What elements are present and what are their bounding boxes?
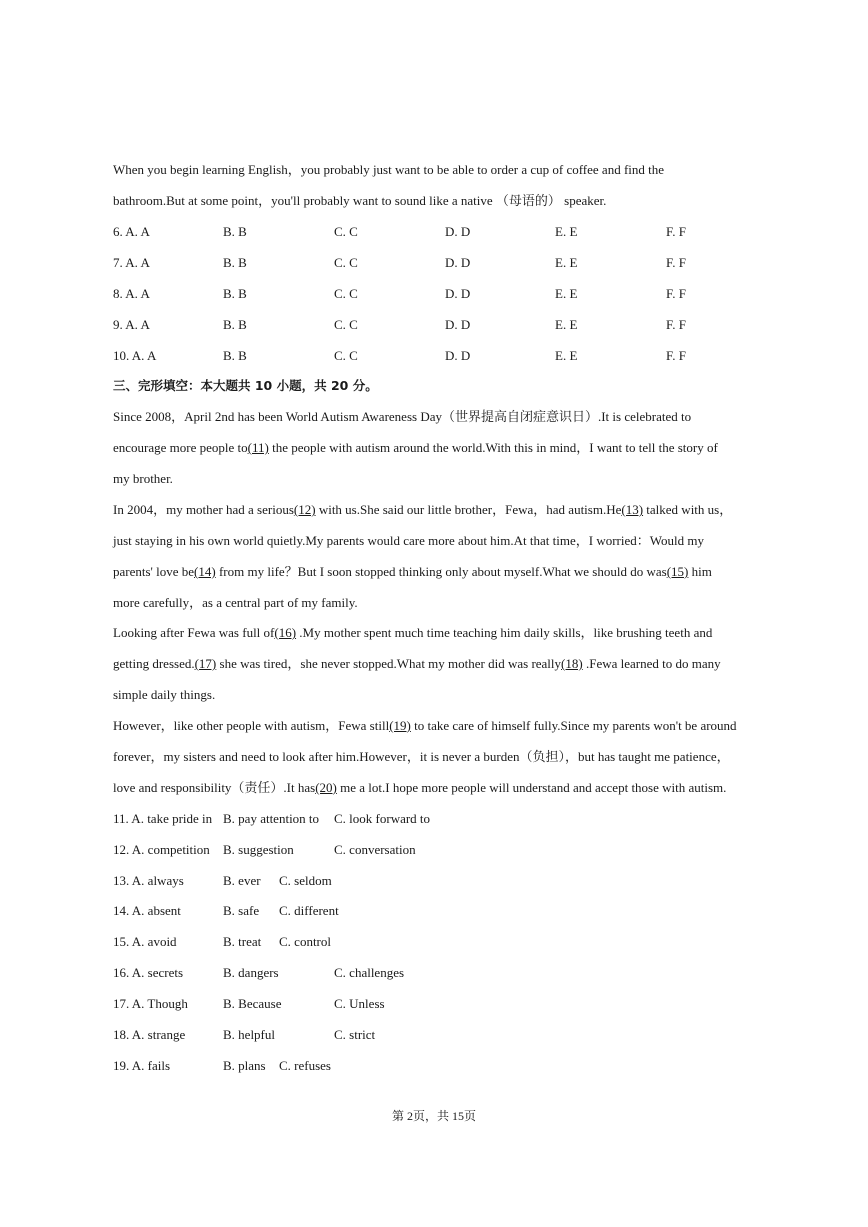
passage-text: me a lot.I hope more people will understand and accept those with autism. (336, 780, 727, 795)
passage-text: In 2004，my mother had a serious (113, 502, 294, 517)
option-c: C. seldom (279, 873, 332, 888)
option-c: C. C (334, 348, 358, 363)
option-a: 14. A. absent (113, 903, 181, 918)
passage-line: Since 2008，April 2nd has been World Autism Awareness Day（世界提高自闭症意识日）.It is celebrated to (113, 409, 692, 424)
option-a: 18. A. strange (113, 1027, 186, 1042)
matching-number: 7. A. A (113, 255, 150, 270)
passage-line: simple daily things. (113, 687, 216, 702)
matching-number: 10. A. A (113, 348, 157, 363)
option-e: E. E (555, 286, 578, 301)
option-b: B. B (223, 348, 247, 363)
option-b: B. B (223, 286, 247, 301)
passage-line (113, 718, 763, 734)
passage-line: more carefully，as a central part of my family. (113, 595, 358, 610)
blank-14: (14) (194, 564, 216, 579)
section-heading: 三、完形填空：本大题共 10 小题，共 20 分。 (113, 378, 378, 393)
option-b: B. B (223, 317, 247, 332)
option-a: 12. A. competition (113, 842, 210, 857)
passage-text: However，like other people with autism，Fewa still (113, 718, 390, 733)
passage-line (113, 656, 763, 672)
option-d: D. D (445, 348, 471, 363)
blank-20: (20) (315, 780, 337, 795)
option-b: B. safe (223, 903, 260, 918)
blank-11: (11) (247, 440, 269, 455)
option-e: E. E (555, 348, 578, 363)
option-c: C. control (279, 934, 331, 949)
passage-line (113, 502, 763, 518)
option-b: B. helpful (223, 1027, 275, 1042)
passage-text: parents' love be (113, 564, 195, 579)
matching-number: 6. A. A (113, 224, 150, 239)
option-d: D. D (445, 224, 471, 239)
option-e: E. E (555, 255, 578, 270)
passage-line (113, 440, 763, 456)
blank-15: (15) (666, 564, 689, 579)
blank-16: (16) (274, 625, 297, 640)
option-c: C. C (334, 286, 358, 301)
passage-text: him (688, 564, 712, 579)
passage-text: to take care of himself fully.Since my parents won't be around (410, 718, 737, 733)
option-d: D. D (445, 255, 471, 270)
option-c: C. C (334, 255, 358, 270)
option-f: F. F (666, 255, 686, 270)
option-d: D. D (445, 317, 471, 332)
option-c: C. challenges (334, 965, 405, 980)
intro-line-1: When you begin learning English，you probably just want to be able to order a cup of coffee and find the (113, 162, 665, 177)
option-c: C. look forward to (334, 811, 431, 826)
option-b: B. dangers (223, 965, 279, 980)
option-c: C. conversation (334, 842, 416, 857)
option-a: 13. A. always (113, 873, 184, 888)
intro-line-2: bathroom.But at some point，you'll probably want to sound like a native （母语的） speaker. (113, 193, 607, 208)
passage-text: getting dressed. (113, 656, 195, 671)
option-b: B. suggestion (223, 842, 294, 857)
option-a: 16. A. secrets (113, 965, 184, 980)
option-f: F. F (666, 224, 686, 239)
passage-text: Looking after Fewa was full of (113, 625, 275, 640)
option-b: B. treat (223, 934, 262, 949)
matching-number: 8. A. A (113, 286, 150, 301)
passage-line: my brother. (113, 471, 173, 486)
option-a: 15. A. avoid (113, 934, 177, 949)
option-c: C. C (334, 224, 358, 239)
option-b: B. plans (223, 1058, 266, 1073)
option-b: B. ever (223, 873, 261, 888)
option-b: B. Because (223, 996, 282, 1011)
passage-line (113, 625, 763, 641)
blank-17: (17) (194, 656, 217, 671)
option-f: F. F (666, 348, 686, 363)
option-c: C. C (334, 317, 358, 332)
passage-text: .My mother spent much time teaching him daily skills，like brushing teeth and (296, 625, 713, 640)
option-c: C. Unless (334, 996, 385, 1011)
option-a: 19. A. fails (113, 1058, 171, 1073)
passage-text: talked with us， (643, 502, 733, 517)
option-a: 17. A. Though (113, 996, 188, 1011)
option-c: C. refuses (279, 1058, 331, 1073)
blank-12: (12) (293, 502, 316, 517)
blank-19: (19) (389, 718, 411, 733)
passage-text: .Fewa learned to do many (582, 656, 721, 671)
blank-18: (18) (561, 656, 583, 671)
option-f: F. F (666, 286, 686, 301)
passage-text: from my life？But I soon stopped thinking only about myself.What we should do was (215, 564, 667, 579)
passage-line: just staying in his own world quietly.My parents would care more about him.At that time，I worried：Would my (113, 533, 704, 548)
option-a: 11. A. take pride in (113, 811, 213, 826)
passage-text: encourage more people to (113, 440, 248, 455)
passage-text: with us.She said our little brother，Fewa，had autism.He (315, 502, 622, 517)
option-e: E. E (555, 317, 578, 332)
option-c: C. strict (334, 1027, 376, 1042)
option-d: D. D (445, 286, 471, 301)
matching-number: 9. A. A (113, 317, 150, 332)
passage-text: love and responsibility（责任）.It has (113, 780, 316, 795)
passage-line (113, 780, 763, 796)
option-b: B. pay attention to (223, 811, 320, 826)
option-e: E. E (555, 224, 578, 239)
passage-line (113, 564, 763, 580)
option-f: F. F (666, 317, 686, 332)
option-c: C. different (279, 903, 339, 918)
blank-13: (13) (621, 502, 644, 517)
option-b: B. B (223, 224, 247, 239)
option-b: B. B (223, 255, 247, 270)
passage-line: forever，my sisters and need to look after him.However，it is never a burden（负担），but has taught me patience， (113, 749, 730, 764)
page-number-footer: 第 2页，共 15页 (391, 1109, 476, 1123)
passage-text: she was tired，she never stopped.What my mother did was really (216, 656, 562, 671)
passage-text: the people with autism around the world.With this in mind，I want to tell the story of (268, 440, 718, 455)
